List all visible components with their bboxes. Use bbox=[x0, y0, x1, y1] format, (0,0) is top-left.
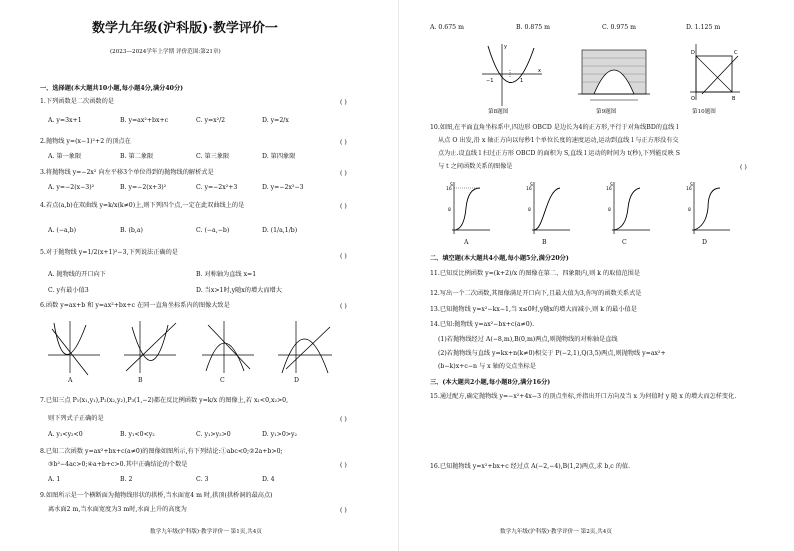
q5-option-c: C. y有最小值3 bbox=[48, 287, 89, 294]
q9-option-c: C. 0.975 m bbox=[602, 24, 636, 31]
question-5-stem: 5.对于抛物线 y=1/2(x+1)²−3,下列说法正确的是 bbox=[40, 249, 178, 256]
exam-page-2 bbox=[400, 0, 794, 551]
question-10-line4: 与 t 之间函数关系的图像是 bbox=[438, 163, 513, 170]
question-9-line2: 离水面2 m,当水面宽度为3 m时,水面上升的高度为 bbox=[48, 506, 187, 513]
question-4-stem: 4.若点(a,b)在双曲线 y=k/x(k≠0)上,则下列四个点,一定在此双曲线上的是 bbox=[40, 202, 245, 209]
q8-option-b: B. 2 bbox=[120, 476, 133, 483]
q7-option-a: A. y₁<y₂<0 bbox=[48, 431, 83, 438]
figure-10-caption: 第10题图 bbox=[692, 109, 716, 115]
question-14-line1: 14.已知:抛物线 y=ax²−bx+c(a≠0). bbox=[430, 321, 535, 328]
svg-text:8: 8 bbox=[448, 208, 451, 213]
question-12: 12.写出一个二次函数,其图像满足开口向下,且最大值为3,你写的函数关系式是 bbox=[430, 290, 642, 297]
q5-option-d: D. 当x>1时,y随x的增大而增大 bbox=[196, 287, 282, 294]
figure-8-parabola bbox=[482, 44, 542, 106]
question-14-sub1: (1)若抛物线经过 A(−8,m),B(0,m)两点,则抛物线的对称轴是直线 bbox=[438, 336, 618, 343]
figure-9-arch-bridge bbox=[578, 50, 650, 100]
q10-graph-d bbox=[686, 182, 730, 234]
fig8-label-x: x bbox=[538, 68, 541, 74]
q7-option-d: D. y₁>0>y₂ bbox=[262, 431, 297, 438]
question-16: 16.已知抛物线 y=x²+bx+c 经过点 A(−2,−4),B(1,2)两点,求 b,c 的值. bbox=[430, 463, 631, 470]
svg-text:16: 16 bbox=[606, 187, 612, 192]
q4-option-d: D. (1/a,1/b) bbox=[262, 227, 298, 234]
answer-paren-8: ( ) bbox=[340, 462, 347, 469]
answer-paren-9: ( ) bbox=[340, 507, 347, 514]
q6-label-c: C bbox=[220, 377, 225, 384]
q10-label-c: C bbox=[622, 239, 627, 246]
q6-graph-c bbox=[202, 321, 254, 373]
q10-graphs bbox=[436, 178, 756, 238]
q3-option-c: C. y=−2x²+3 bbox=[196, 184, 238, 191]
question-14-sub2a: (2)若抛物线与直线 y=kx+n(k≠0)相交于 P(−2,1),Q(3,5)两点,则抛物线 y=ax²+ bbox=[438, 350, 666, 357]
svg-text:S: S bbox=[530, 183, 533, 188]
question-10-line3: 点为止.设直线 l 扫过正方形 OBCD 的面积为 S,直线 l 运动的时间为 t(秒),下列能反映 S bbox=[438, 150, 680, 157]
question-10-line2: 从点 O 出发,沿 x 轴正方向以每秒1个单位长度的速度运动,运动到直线 l 与正方形没有交 bbox=[438, 137, 679, 144]
svg-text:8: 8 bbox=[608, 208, 611, 213]
svg-text:8: 8 bbox=[528, 208, 531, 213]
svg-text:S: S bbox=[610, 183, 613, 188]
q5-option-b: B. 对称轴为直线 x=1 bbox=[196, 271, 257, 278]
section-3-heading: 三、(本大题共2小题,每小题8分,满分16分) bbox=[430, 379, 551, 386]
q6-graph-a bbox=[48, 321, 100, 375]
section-choice-heading: 一、选择题(本大题共10小题,每小题4分,满分40分) bbox=[40, 85, 184, 92]
q7-option-b: B. y₁<0<y₂ bbox=[120, 431, 155, 438]
q1-option-b: B. y=ax²+bx+c bbox=[120, 117, 169, 124]
question-7-line2: 则下列式子正确的是 bbox=[48, 415, 104, 422]
page-footer: 数学九年级(沪科版)·教学评价一 第1页,共4页 bbox=[150, 529, 262, 535]
question-7-line1: 7.已知三点 P₁(x₁,y₁),P₂(x₂,y₂),P₃(1,−2)都在反比例函数 y=k/x 的图像上,若 x₁<0,x₂>0, bbox=[40, 397, 289, 404]
q10-graph-a bbox=[446, 182, 490, 234]
question-10-line1: 10.如图,在平面直角坐标系中,四边形 OBCD 是边长为4的正方形,平行于对角线BD的直线 l bbox=[430, 124, 679, 131]
q1-option-a: A. y=3x+1 bbox=[48, 117, 82, 124]
q6-label-d: D bbox=[294, 377, 299, 384]
q3-option-b: B. y=−2(x+3)² bbox=[120, 184, 167, 191]
q6-graphs bbox=[40, 315, 360, 385]
fig10-label-B: B bbox=[732, 96, 736, 102]
q2-option-b: B. 第二象限 bbox=[120, 153, 154, 160]
q8-option-a: A. 1 bbox=[48, 476, 61, 483]
svg-text:16: 16 bbox=[446, 187, 452, 192]
svg-text:S: S bbox=[450, 183, 453, 188]
fig10-label-D: D bbox=[691, 50, 695, 56]
question-1-stem: 1.下列函数是二次函数的是 bbox=[40, 98, 114, 105]
q4-option-a: A. (−a,b) bbox=[48, 227, 77, 234]
q10-graph-c bbox=[606, 182, 650, 234]
q9-option-d: D. 1.125 m bbox=[686, 24, 721, 31]
q6-label-b: B bbox=[138, 377, 143, 384]
page-footer-2: 数学九年级(沪科版)·教学评价一 第2页,共4页 bbox=[500, 529, 612, 535]
q4-option-b: B. (b,a) bbox=[120, 227, 143, 234]
q2-option-a: A. 第一象限 bbox=[48, 153, 82, 160]
question-6-stem: 6.函数 y=ax+b 和 y=ax²+bx+c 在同一直角坐标系内的图像大致是 bbox=[40, 302, 230, 309]
question-8-line1: 8.已知二次函数 y=ax²+bx+c(a≠0)的图像如图所示,有下列结论:①abc<0;②2a+b>0; bbox=[40, 448, 283, 455]
q10-label-b: B bbox=[542, 239, 547, 246]
figure-10-square bbox=[690, 44, 740, 102]
q3-option-d: D. y=−2x²−3 bbox=[262, 184, 304, 191]
svg-text:8: 8 bbox=[688, 208, 691, 213]
answer-paren-4: ( ) bbox=[340, 203, 347, 210]
svg-text:S: S bbox=[690, 183, 693, 188]
q8-option-c: C. 3 bbox=[196, 476, 209, 483]
answer-paren-2: ( ) bbox=[340, 139, 347, 146]
answer-paren-7: ( ) bbox=[340, 416, 347, 423]
page-subtitle: (2023—2024学年上学期 评价范围:第21章) bbox=[110, 49, 221, 55]
q5-option-a: A. 抛物线的开口向下 bbox=[48, 271, 106, 278]
q6-graph-d bbox=[278, 321, 332, 373]
question-2-stem: 2.抛物线 y=(x−1)²+2 的顶点在 bbox=[40, 138, 131, 145]
fig8-label-y: y bbox=[504, 44, 507, 50]
q8-option-d: D. 4 bbox=[262, 476, 275, 483]
question-11: 11.已知反比例函数 y=(k+2)/x 的图像在第二、四象限内,则 k 的取值范围是 bbox=[430, 270, 641, 277]
figure-9-caption: 第9题图 bbox=[596, 109, 617, 115]
section-fill-heading: 二、填空题(本大题共4小题,每小题5分,满分20分) bbox=[430, 255, 569, 262]
fig8-label-1: 1 bbox=[520, 78, 524, 84]
page-title: 数学九年级(沪科版)·教学评价一 bbox=[92, 21, 278, 36]
q2-option-c: C. 第三象限 bbox=[196, 153, 230, 160]
answer-paren-5: ( ) bbox=[340, 253, 347, 260]
q10-label-a: A bbox=[464, 239, 469, 246]
q2-option-d: D. 第四象限 bbox=[262, 153, 296, 160]
q10-label-d: D bbox=[702, 239, 707, 246]
figures-row bbox=[480, 42, 780, 108]
q9-option-b: B. 0.875 m bbox=[516, 24, 551, 31]
question-13: 13.已知抛物线 y=x²−kx−1,当 x≤0时,y随x的增大而减小,则 k 的最小值是 bbox=[430, 306, 637, 313]
q6-label-a: A bbox=[68, 377, 73, 384]
q1-option-d: D. y=2/x bbox=[262, 117, 289, 124]
fig10-label-C: C bbox=[734, 50, 738, 56]
q1-option-c: C. y=x²/2 bbox=[196, 117, 226, 124]
question-8-line2: ③b²−4ac>0;④a+b+c>0.其中正确结论的个数是 bbox=[48, 461, 188, 468]
figure-8-caption: 第8题图 bbox=[488, 109, 509, 115]
svg-text:16: 16 bbox=[526, 187, 532, 192]
q3-option-a: A. y=−2(x−3)² bbox=[48, 184, 95, 191]
q6-graph-b bbox=[124, 321, 176, 373]
question-15: 15.通过配方,确定抛物线 y=−x²+4x−3 的顶点坐标,并指出开口方向及当 x 为何值时 y 随 x 的增大而怎样变化. bbox=[430, 393, 737, 400]
q4-option-c: C. (−a,−b) bbox=[196, 227, 230, 234]
q7-option-c: C. y₁>y₂>0 bbox=[196, 431, 231, 438]
question-14-sub2b: (b−k)x+c−n 与 x 轴的交点坐标是 bbox=[438, 363, 536, 370]
q10-graph-b bbox=[526, 182, 570, 234]
answer-paren-6: ( ) bbox=[340, 303, 347, 310]
svg-text:16: 16 bbox=[686, 187, 692, 192]
fig8-label-minus1: −1 bbox=[486, 78, 494, 84]
question-3-stem: 3.将抛物线 y=−2x² 向左平移3个单位得到的抛物线的解析式是 bbox=[40, 169, 214, 176]
answer-paren-1: ( ) bbox=[340, 99, 347, 106]
answer-paren-3: ( ) bbox=[340, 170, 347, 177]
question-9-line1: 9.如图所示是一个横断面为抛物线形状的拱桥,当水面宽4 m 时,拱顶(拱桥洞的最高点) bbox=[40, 492, 273, 499]
fig10-label-O: O bbox=[691, 96, 695, 102]
answer-paren-10: ( ) bbox=[740, 164, 747, 171]
q9-option-a: A. 0.675 m bbox=[430, 24, 464, 31]
